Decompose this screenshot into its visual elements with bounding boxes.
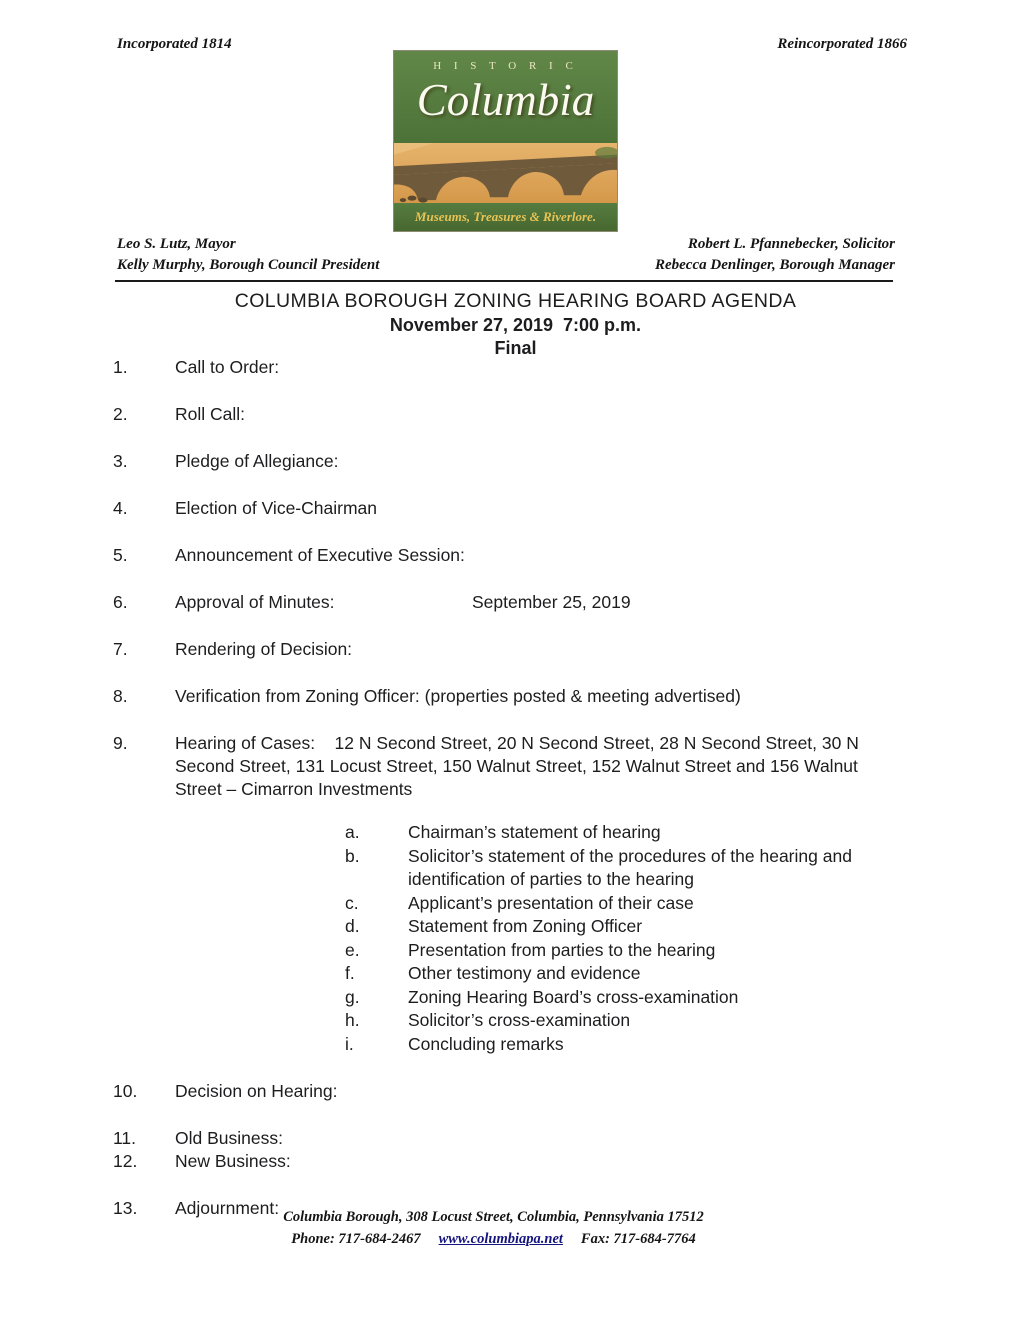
footer-website-link[interactable]: www.columbiapa.net bbox=[438, 1230, 563, 1247]
item-text: Announcement of Executive Session: bbox=[175, 545, 465, 565]
agenda-item-5 bbox=[0, 544, 1031, 567]
agenda-datetime: November 27, 2019 7:00 p.m. bbox=[389, 315, 642, 335]
item-text: Adjournment: bbox=[175, 1198, 280, 1218]
document-footer bbox=[0, 1207, 1009, 1250]
subitem-text: Concluding remarks bbox=[408, 1033, 564, 1054]
item-number: 3. bbox=[113, 451, 128, 471]
agenda-item-3 bbox=[0, 450, 1031, 473]
subitem-text: Chairman’s statement of hearing bbox=[408, 822, 661, 842]
logo-historic-text: H I S T O R I C bbox=[433, 60, 578, 72]
columbia-borough-logo bbox=[393, 50, 618, 232]
subitem-g bbox=[0, 986, 1031, 1010]
official-council-president: Kelly Murphy, Borough Council President bbox=[117, 257, 380, 273]
logo-name-text: Columbia bbox=[416, 75, 595, 125]
subitem-text: Presentation from parties to the hearing bbox=[408, 939, 716, 960]
header-divider bbox=[115, 280, 893, 282]
hearing-procedure-sublist bbox=[0, 821, 1031, 1056]
agenda-item-12 bbox=[0, 1150, 1031, 1173]
item-number: 9. bbox=[113, 733, 128, 753]
subitem-f bbox=[0, 962, 1031, 986]
subitem-h bbox=[0, 1009, 1031, 1033]
item-text: Decision on Hearing: bbox=[175, 1081, 338, 1101]
item-text: Verification from Zoning Officer: (properties posted & meeting advertised) bbox=[175, 686, 741, 706]
logo-top-panel bbox=[394, 51, 617, 143]
officials-left bbox=[117, 234, 379, 276]
agenda-item-1 bbox=[0, 356, 1031, 379]
subitem-letter: a. bbox=[345, 822, 360, 842]
item-number: 10. bbox=[113, 1081, 138, 1101]
subitem-letter: i. bbox=[345, 1033, 354, 1054]
item-number: 2. bbox=[113, 404, 128, 424]
subitem-letter: h. bbox=[345, 1010, 360, 1030]
subitem-text: Zoning Hearing Board’s cross-examination bbox=[408, 986, 739, 1007]
minutes-date: September 25, 2019 bbox=[472, 592, 631, 612]
item-number: 7. bbox=[113, 639, 128, 659]
agenda-item-10 bbox=[0, 1080, 1031, 1103]
item-text: Rendering of Decision: bbox=[175, 639, 353, 659]
subitem-d bbox=[0, 915, 1031, 939]
subitem-letter: c. bbox=[345, 892, 359, 913]
agenda-item-4 bbox=[0, 497, 1031, 520]
subitem-text: Other testimony and evidence bbox=[408, 963, 641, 983]
logo-tagline: Museums, Treasures & Riverlore. bbox=[394, 203, 617, 231]
item-number: 13. bbox=[113, 1198, 138, 1218]
official-mayor: Leo S. Lutz, Mayor bbox=[117, 236, 236, 252]
item-number: 11. bbox=[113, 1128, 137, 1148]
agenda-item-6 bbox=[0, 591, 1031, 614]
subitem-text: Statement from Zoning Officer bbox=[408, 916, 643, 936]
item-text: Election of Vice-Chairman bbox=[175, 498, 377, 518]
subitem-c bbox=[0, 892, 1031, 916]
item-number: 6. bbox=[113, 592, 128, 612]
agenda-status: Final bbox=[494, 338, 537, 358]
subitem-letter: f. bbox=[345, 963, 355, 983]
subitem-e bbox=[0, 939, 1031, 963]
footer-phone: Phone: 717-684-2467 bbox=[291, 1230, 421, 1247]
item-text: Old Business: bbox=[175, 1128, 283, 1148]
item-number: 8. bbox=[113, 686, 128, 706]
subitem-b bbox=[0, 845, 1031, 892]
footer-address: Columbia Borough, 308 Locust Street, Columbia, Pennsylvania 17512 bbox=[283, 1209, 704, 1225]
subitem-text: Solicitor’s statement of the procedures of the hearing and identification of parties to the hearing bbox=[408, 845, 852, 889]
item-number: 4. bbox=[113, 498, 128, 518]
item-text: Approval of Minutes: bbox=[175, 592, 335, 612]
agenda-title: COLUMBIA BOROUGH ZONING HEARING BOARD AGENDA bbox=[234, 290, 797, 312]
item-text: Call to Order: bbox=[175, 357, 280, 377]
official-solicitor: Robert L. Pfannebecker, Solicitor bbox=[687, 236, 895, 252]
item-text: Roll Call: bbox=[175, 404, 246, 424]
item-text: Pledge of Allegiance: bbox=[175, 451, 339, 471]
footer-contact-line bbox=[0, 1229, 1009, 1251]
subitem-text: Applicant’s presentation of their case bbox=[408, 892, 694, 913]
agenda-item-11 bbox=[0, 1127, 1031, 1150]
subitem-a bbox=[0, 821, 1031, 845]
agenda-item-2 bbox=[0, 403, 1031, 426]
agenda-list bbox=[0, 356, 1031, 1244]
item-text: New Business: bbox=[175, 1151, 291, 1171]
item-text: Hearing of Cases: 12 N Second Street, 20 N Second Street, 28 N Second Street, 30 N Second Street, 131 Locust Street, 150 Walnut Street, 152 Walnut Street and 156 Walnut Street – Cimarron Investments bbox=[175, 733, 864, 799]
agenda-item-9 bbox=[0, 732, 1031, 801]
subitem-letter: e. bbox=[345, 939, 360, 960]
logo-bridge-panel bbox=[394, 143, 617, 203]
official-borough-manager: Rebecca Denlinger, Borough Manager bbox=[654, 257, 895, 273]
agenda-item-7 bbox=[0, 638, 1031, 661]
subitem-letter: d. bbox=[345, 916, 360, 936]
incorporated-note: Incorporated 1814 bbox=[117, 36, 232, 52]
title-block bbox=[0, 290, 1031, 360]
item-number: 12. bbox=[113, 1151, 138, 1171]
subitem-i bbox=[0, 1033, 1031, 1057]
item-number: 5. bbox=[113, 545, 128, 565]
subitem-text: Solicitor’s cross-examination bbox=[408, 1010, 631, 1030]
subitem-letter: g. bbox=[345, 986, 360, 1007]
footer-fax: Fax: 717-684-7764 bbox=[580, 1230, 696, 1247]
bridge-icon bbox=[394, 143, 617, 203]
agenda-item-8 bbox=[0, 685, 1031, 708]
item-number: 1. bbox=[113, 357, 128, 377]
subitem-letter: b. bbox=[345, 845, 360, 866]
reincorporated-note: Reincorporated 1866 bbox=[777, 36, 907, 52]
officials-right bbox=[655, 234, 895, 276]
